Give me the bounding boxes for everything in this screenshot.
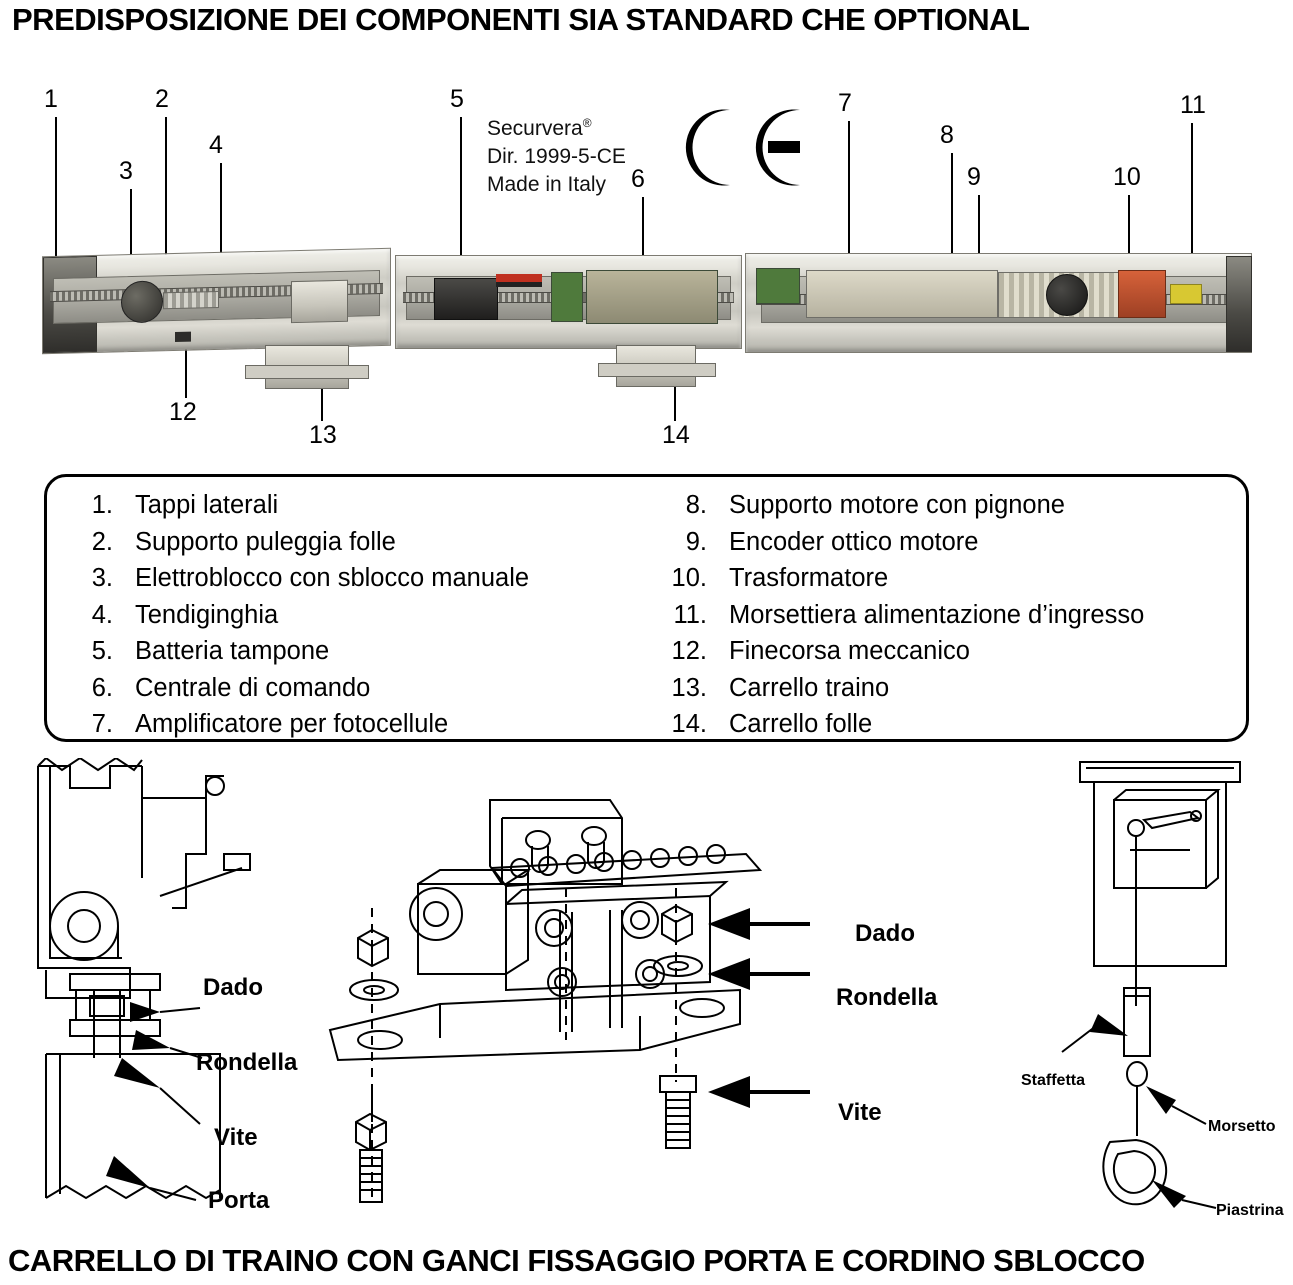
legend-item-number: 7. bbox=[91, 710, 113, 738]
leader-line-7 bbox=[848, 121, 850, 273]
backup-battery bbox=[434, 278, 498, 320]
operator-photo-section-2 bbox=[395, 255, 742, 349]
label-staffetta-right: Staffetta bbox=[1021, 1072, 1086, 1089]
motor-body bbox=[1046, 274, 1088, 316]
page-title-bottom: CARRELLO DI TRAINO CON GANCI FISSAGGIO PORTA E CORDINO SBLOCCO bbox=[8, 1243, 1145, 1278]
callout-number-14: 14 bbox=[662, 421, 690, 449]
component-photo-area bbox=[0, 55, 1293, 455]
legend-item bbox=[667, 637, 1237, 674]
ce-mark-icon bbox=[672, 105, 807, 190]
legend-item-number: 9. bbox=[685, 527, 707, 556]
legend-box bbox=[44, 474, 1249, 742]
callout-number-12: 12 bbox=[169, 398, 197, 426]
ce-text-block bbox=[487, 115, 626, 199]
door-section-drawing bbox=[10, 758, 350, 1238]
legend-item bbox=[667, 601, 1237, 638]
label-piastrina-right: Piastrina bbox=[1216, 1202, 1284, 1219]
legend-item-label: Carrello folle bbox=[729, 710, 873, 738]
legend-item bbox=[667, 710, 1237, 747]
legend-item-label: Carrello traino bbox=[729, 673, 890, 702]
motor-support bbox=[806, 270, 998, 318]
drive-carriage-plate bbox=[245, 365, 369, 379]
legend-item-label: Morsettiera alimentazione d’ingresso bbox=[729, 600, 1145, 629]
legend-item bbox=[73, 601, 653, 638]
legend-item-number: 4. bbox=[91, 600, 113, 629]
legend-item-label: Centrale di comando bbox=[135, 673, 371, 702]
photocell-amplifier bbox=[756, 268, 800, 304]
legend-item-label: Elettroblocco con sblocco manuale bbox=[135, 564, 530, 592]
legend-item bbox=[667, 528, 1237, 565]
legend-item bbox=[73, 491, 653, 528]
callout-number-11: 11 bbox=[1180, 91, 1206, 119]
legend-item-number: 8. bbox=[685, 491, 707, 519]
operator-photo-section-3 bbox=[745, 253, 1252, 353]
legend-item-number: 5. bbox=[91, 637, 113, 665]
label-morsetto-right: Morsetto bbox=[1208, 1118, 1276, 1135]
control-unit bbox=[586, 270, 718, 324]
page-title-top: PREDISPOSIZIONE DEI COMPONENTI SIA STANDARD CHE OPTIONAL bbox=[12, 2, 1030, 37]
callout-number-13: 13 bbox=[309, 421, 337, 449]
legend-item bbox=[73, 637, 653, 674]
legend-item-number: 6. bbox=[91, 673, 113, 702]
legend-item-label: Finecorsa meccanico bbox=[729, 637, 970, 665]
mechanical-limit-switch bbox=[175, 332, 191, 342]
label-rondella-center: Rondella bbox=[836, 984, 938, 1011]
leader-line-1 bbox=[55, 117, 57, 262]
legend-item-number: 3. bbox=[91, 564, 113, 592]
red-wire bbox=[496, 274, 542, 282]
label-vite-left: Vite bbox=[214, 1124, 258, 1151]
legend-item-number: 14. bbox=[671, 710, 707, 738]
legend-item-label: Tappi laterali bbox=[135, 491, 279, 519]
legend-item-number: 10. bbox=[671, 564, 707, 592]
legend-item bbox=[667, 674, 1237, 711]
callout-number-6: 6 bbox=[631, 165, 645, 193]
callout-number-4: 4 bbox=[209, 131, 223, 159]
legend-item-label: Supporto puleggia folle bbox=[135, 527, 396, 556]
label-porta-left: Porta bbox=[208, 1187, 270, 1214]
legend-column-right bbox=[667, 491, 1237, 747]
callout-number-8: 8 bbox=[940, 121, 954, 149]
legend-column-left bbox=[73, 491, 653, 747]
operator-photo-section-1 bbox=[42, 248, 391, 355]
control-board-edge bbox=[551, 272, 583, 322]
callout-number-5: 5 bbox=[450, 85, 464, 113]
ce-directive-line: Dir. 1999-5-CE bbox=[487, 144, 626, 168]
legend-item-number: 12. bbox=[671, 637, 707, 665]
technical-drawings-area bbox=[0, 752, 1293, 1242]
legend-item-label: Amplificatore per fotocellule bbox=[135, 710, 449, 738]
legend-item bbox=[73, 710, 653, 747]
belt-tensioner bbox=[163, 291, 219, 309]
ce-origin-line: Made in Italy bbox=[487, 172, 607, 196]
label-dado-center: Dado bbox=[855, 920, 915, 947]
legend-item-label: Trasformatore bbox=[729, 564, 889, 592]
label-rondella-left: Rondella bbox=[196, 1049, 298, 1076]
legend-item bbox=[73, 564, 653, 601]
legend-item-number: 2. bbox=[91, 527, 113, 556]
legend-item-number: 11. bbox=[673, 600, 707, 629]
legend-item-label: Batteria tampone bbox=[135, 637, 330, 665]
callout-number-3: 3 bbox=[119, 157, 133, 185]
legend-item-label: Encoder ottico motore bbox=[729, 527, 979, 556]
ce-brand-line: Securvera® bbox=[487, 116, 592, 140]
input-terminal-block bbox=[1170, 284, 1202, 304]
legend-item-label: Tendiginghia bbox=[135, 600, 279, 629]
legend-item-number: 13. bbox=[671, 673, 707, 702]
transformer bbox=[1118, 270, 1166, 318]
legend-item bbox=[667, 491, 1237, 528]
legend-item bbox=[667, 564, 1237, 601]
release-cord-drawing bbox=[1040, 756, 1280, 1216]
idle-carriage-plate bbox=[598, 363, 716, 377]
callout-number-1: 1 bbox=[44, 85, 58, 113]
label-dado-left: Dado bbox=[203, 974, 263, 1001]
carriage-exploded-drawing bbox=[310, 792, 830, 1212]
legend-item-number: 1. bbox=[91, 491, 113, 519]
callout-number-7: 7 bbox=[838, 89, 852, 117]
legend-item bbox=[73, 528, 653, 565]
callout-number-2: 2 bbox=[155, 85, 169, 113]
callout-number-9: 9 bbox=[967, 163, 981, 191]
end-cap-right bbox=[1226, 256, 1252, 352]
black-wire bbox=[496, 282, 542, 287]
bracket-1 bbox=[291, 280, 348, 323]
legend-item bbox=[73, 674, 653, 711]
legend-item-label: Supporto motore con pignone bbox=[729, 491, 1065, 519]
callout-number-10: 10 bbox=[1113, 163, 1141, 191]
label-vite-center: Vite bbox=[838, 1099, 882, 1126]
